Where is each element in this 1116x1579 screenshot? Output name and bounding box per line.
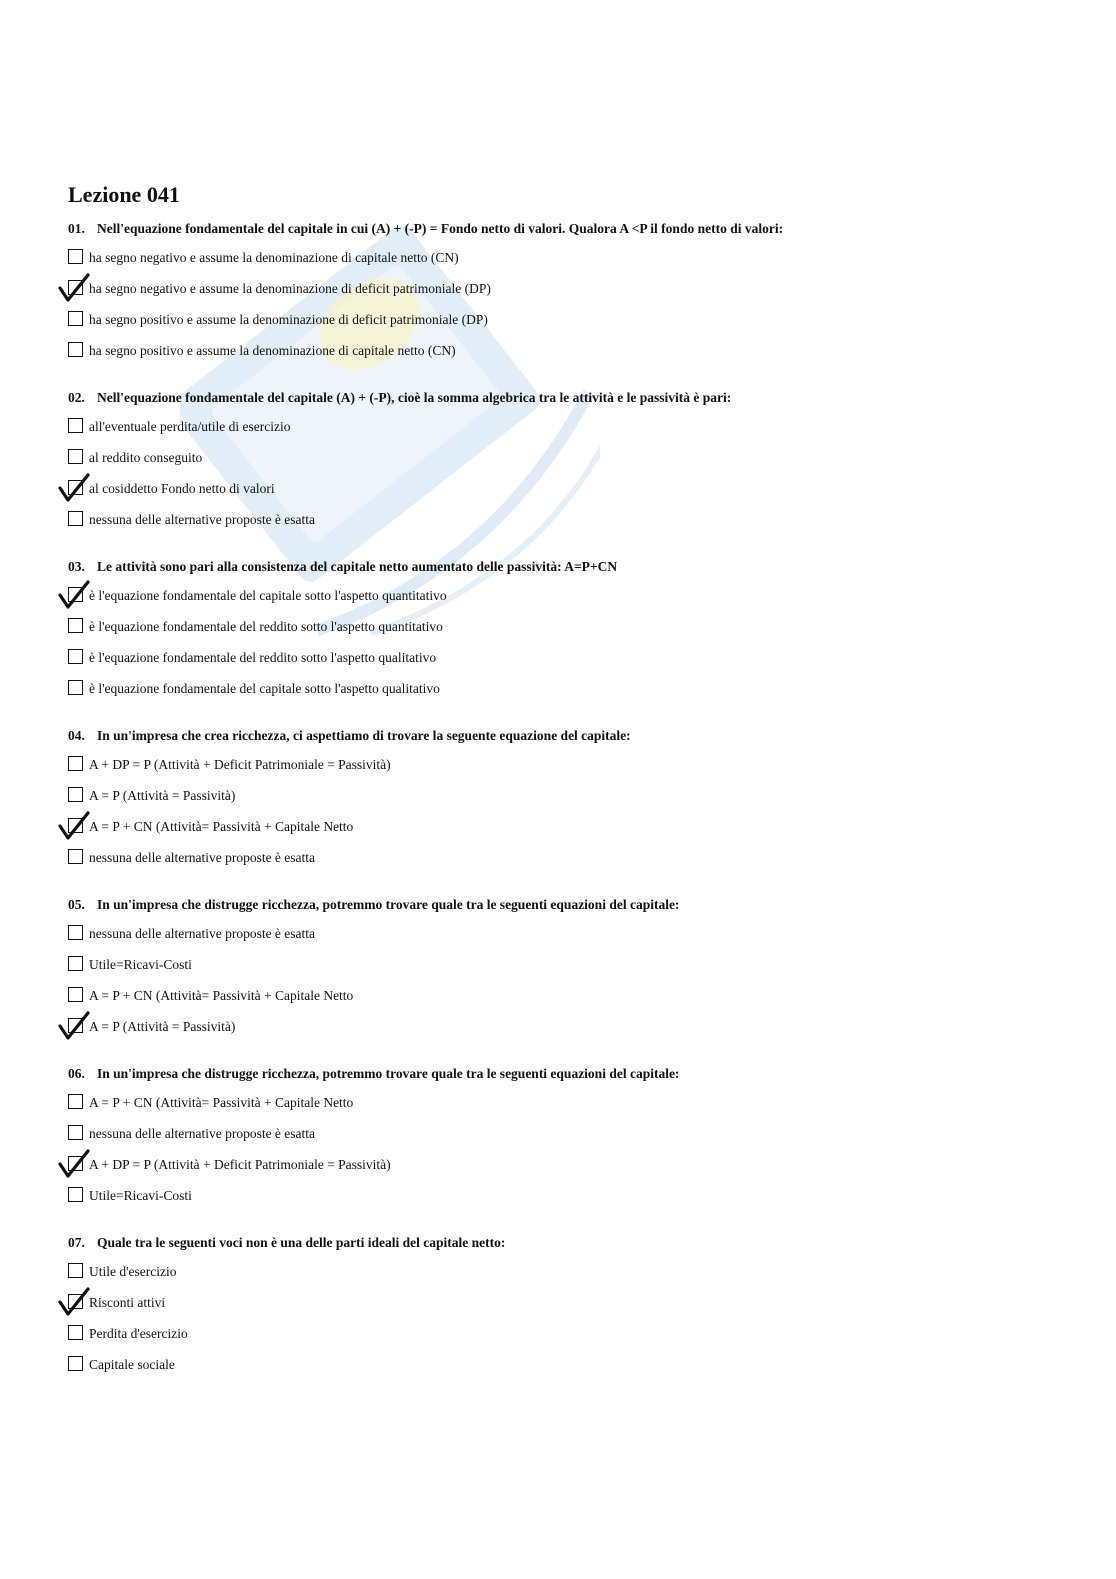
checkbox[interactable] (68, 1187, 83, 1202)
question-number: 06. (68, 1066, 85, 1081)
answer-option[interactable] (68, 918, 1068, 949)
answer-option[interactable] (68, 1118, 1068, 1149)
answer-option-label: Utile=Ricavi-Costi (89, 957, 192, 972)
answer-option[interactable] (68, 949, 1068, 980)
question-number: 01. (68, 221, 85, 236)
checkbox[interactable] (68, 649, 83, 664)
answer-option-label: Utile=Ricavi-Costi (89, 1188, 192, 1203)
answer-option[interactable] (68, 1349, 1068, 1380)
answer-option[interactable] (68, 411, 1068, 442)
checkbox[interactable] (68, 1263, 83, 1278)
checkbox[interactable] (68, 418, 83, 433)
checkbox[interactable] (68, 311, 83, 326)
question-item (68, 216, 1068, 366)
answer-option[interactable] (68, 304, 1068, 335)
checkbox[interactable] (68, 680, 83, 695)
answer-option[interactable] (68, 335, 1068, 366)
question-number: 04. (68, 728, 85, 743)
answer-option-label: Perdita d'esercizio (89, 1326, 188, 1341)
question-text (68, 723, 1068, 749)
question-prompt: In un'impresa che distrugge ricchezza, potremmo trovare quale tra le seguenti equazioni del capitale: (97, 1066, 680, 1081)
answer-option[interactable] (68, 611, 1068, 642)
question-text (68, 1230, 1068, 1256)
question-prompt: In un'impresa che distrugge ricchezza, potremmo trovare quale tra le seguenti equazioni del capitale: (97, 897, 680, 912)
checkbox[interactable] (68, 1356, 83, 1371)
checkbox[interactable] (68, 1325, 83, 1340)
question-text (68, 892, 1068, 918)
question-prompt: Nell'equazione fondamentale del capitale in cui (A) + (-P) = Fondo netto di valori. Qualora A <P il fondo netto di valori: (97, 221, 784, 236)
question-item (68, 892, 1068, 1042)
answer-option-label: è l'equazione fondamentale del capitale sotto l'aspetto qualitativo (89, 681, 440, 696)
question-item (68, 554, 1068, 704)
checkbox[interactable] (68, 956, 83, 971)
answer-option[interactable] (68, 1149, 1068, 1180)
answer-option[interactable] (68, 1011, 1068, 1042)
answer-option-label: al cosiddetto Fondo netto di valori (89, 481, 275, 496)
answer-option[interactable] (68, 1287, 1068, 1318)
answer-option-label: Risconti attivi (89, 1295, 166, 1310)
question-list (68, 216, 1068, 1380)
answer-option-label: A = P + CN (Attività= Passività + Capitale Netto (89, 988, 354, 1003)
answer-option[interactable] (68, 842, 1068, 873)
checkbox[interactable] (68, 280, 83, 295)
answer-option-label: A = P + CN (Attività= Passività + Capitale Netto (89, 819, 354, 834)
question-item (68, 1061, 1068, 1211)
checkbox[interactable] (68, 480, 83, 495)
checkbox[interactable] (68, 987, 83, 1002)
checkbox[interactable] (68, 342, 83, 357)
question-item (68, 385, 1068, 535)
checkbox[interactable] (68, 849, 83, 864)
answer-option[interactable] (68, 273, 1068, 304)
question-prompt: Le attività sono pari alla consistenza del capitale netto aumentato delle passività: A=P+CN (97, 559, 618, 574)
answer-option[interactable] (68, 673, 1068, 704)
answer-option-label: A = P + CN (Attività= Passività + Capitale Netto (89, 1095, 354, 1110)
checkbox[interactable] (68, 1018, 83, 1033)
answer-option-label: nessuna delle alternative proposte è esatta (89, 850, 316, 865)
answer-option[interactable] (68, 504, 1068, 535)
answer-option[interactable] (68, 980, 1068, 1011)
question-number: 03. (68, 559, 85, 574)
answer-option-label: A + DP = P (Attività + Deficit Patrimoniale = Passività) (89, 757, 391, 772)
checkbox[interactable] (68, 587, 83, 602)
question-text (68, 554, 1068, 580)
answer-option-label: A + DP = P (Attività + Deficit Patrimoniale = Passività) (89, 1157, 391, 1172)
answer-option[interactable] (68, 242, 1068, 273)
checkbox[interactable] (68, 511, 83, 526)
answer-option-label: A = P (Attività = Passività) (89, 1019, 236, 1034)
question-number: 05. (68, 897, 85, 912)
question-prompt: In un'impresa che crea ricchezza, ci aspettiamo di trovare la seguente equazione del capitale: (97, 728, 631, 743)
quiz-content (68, 180, 1068, 1399)
answer-option-label: ha segno negativo e assume la denominazione di deficit patrimoniale (DP) (89, 281, 491, 296)
answer-option[interactable] (68, 1087, 1068, 1118)
checkbox[interactable] (68, 618, 83, 633)
answer-option-label: Utile d'esercizio (89, 1264, 177, 1279)
answer-option-label: è l'equazione fondamentale del reddito sotto l'aspetto quantitativo (89, 619, 443, 634)
checkbox[interactable] (68, 925, 83, 940)
answer-option[interactable] (68, 473, 1068, 504)
answer-option-label: è l'equazione fondamentale del capitale sotto l'aspetto quantitativo (89, 588, 447, 603)
question-prompt: Nell'equazione fondamentale del capitale (A) + (-P), cioè la somma algebrica tra le attività e le passività è pari: (97, 390, 732, 405)
answer-option-label: Capitale sociale (89, 1357, 175, 1372)
checkbox[interactable] (68, 449, 83, 464)
answer-option-label: ha segno positivo e assume la denominazione di capitale netto (CN) (89, 343, 456, 358)
checkbox[interactable] (68, 787, 83, 802)
question-text (68, 1061, 1068, 1087)
checkbox[interactable] (68, 818, 83, 833)
question-prompt: Quale tra le seguenti voci non è una delle parti ideali del capitale netto: (97, 1235, 506, 1250)
question-item (68, 723, 1068, 873)
answer-option-label: A = P (Attività = Passività) (89, 788, 236, 803)
checkbox[interactable] (68, 1156, 83, 1171)
checkbox[interactable] (68, 1125, 83, 1140)
question-number: 02. (68, 390, 85, 405)
question-item (68, 1230, 1068, 1380)
answer-option-label: nessuna delle alternative proposte è esatta (89, 926, 316, 941)
question-text (68, 216, 1068, 242)
checkbox[interactable] (68, 1094, 83, 1109)
lesson-title: Lezione 041 (68, 182, 180, 207)
answer-option-label: nessuna delle alternative proposte è esatta (89, 1126, 316, 1141)
answer-option[interactable] (68, 811, 1068, 842)
checkbox[interactable] (68, 1294, 83, 1309)
answer-option-label: al reddito conseguito (89, 450, 203, 465)
question-text (68, 385, 1068, 411)
answer-option-label: è l'equazione fondamentale del reddito sotto l'aspetto qualitativo (89, 650, 437, 665)
answer-option[interactable] (68, 580, 1068, 611)
checkbox[interactable] (68, 249, 83, 264)
answer-option-label: all'eventuale perdita/utile di esercizio (89, 419, 291, 434)
answer-option[interactable] (68, 749, 1068, 780)
answer-option-label: ha segno positivo e assume la denominazione di deficit patrimoniale (DP) (89, 312, 488, 327)
answer-option[interactable] (68, 1318, 1068, 1349)
answer-option[interactable] (68, 642, 1068, 673)
question-number: 07. (68, 1235, 85, 1250)
answer-option-label: ha segno negativo e assume la denominazione di capitale netto (CN) (89, 250, 459, 265)
answer-option[interactable] (68, 1180, 1068, 1211)
answer-option[interactable] (68, 1256, 1068, 1287)
answer-option[interactable] (68, 442, 1068, 473)
answer-option[interactable] (68, 780, 1068, 811)
checkbox[interactable] (68, 756, 83, 771)
answer-option-label: nessuna delle alternative proposte è esatta (89, 512, 316, 527)
